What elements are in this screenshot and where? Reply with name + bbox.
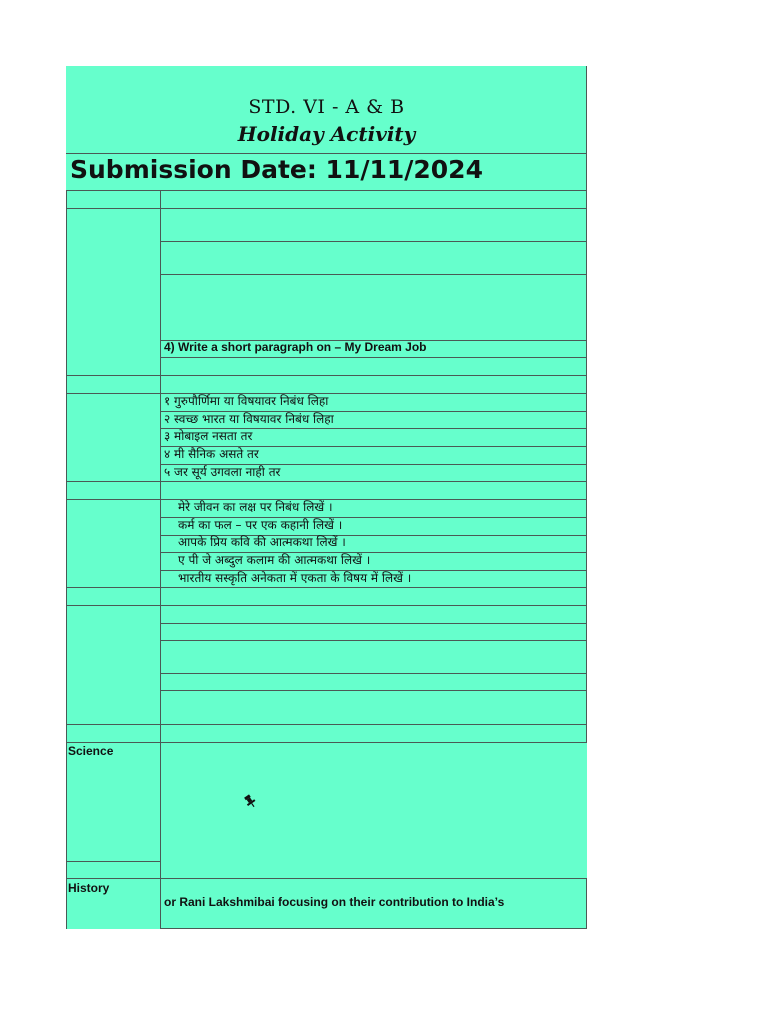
grid-line (160, 357, 587, 358)
grid-line (160, 690, 587, 691)
grid-line (66, 208, 587, 209)
pushpin-icon (242, 793, 258, 814)
hindi-item: भारतीय सस्कृति अनेकता में एकता के विषय में लिखें । (178, 571, 412, 585)
grid-line (160, 673, 587, 674)
science-label: Science (68, 744, 114, 758)
hindi-item: ए पी जे अब्दुल कलाम की आत्मकथा लिखें । (178, 553, 371, 567)
grid-line (160, 190, 161, 929)
grid-line (66, 724, 587, 725)
grid-line (66, 605, 587, 606)
marathi-item: १ गुरुपौर्णिमा या विषयावर निबंध लिहा (164, 394, 329, 408)
marathi-item: ४ मी सैनिक असते तर (164, 447, 259, 461)
grid-line (66, 861, 160, 862)
hindi-item: कर्म का फल – पर एक कहानी लिखें । (178, 518, 343, 532)
marathi-item: ३ मोबाइल नसता तर (164, 429, 253, 443)
grid-line (160, 640, 587, 641)
grid-line (66, 190, 587, 191)
submission-date: Submission Date: 11/11/2024 (70, 155, 483, 184)
hindi-item: मेरे जीवन का लक्ष पर निबंध लिखें । (178, 500, 333, 514)
grid-line (66, 481, 587, 482)
grid-line (66, 190, 67, 929)
grid-line (160, 623, 587, 624)
grid-line (66, 878, 587, 879)
grid-line (66, 742, 587, 743)
english-item-4: 4) Write a short paragraph on – My Dream Job (164, 340, 427, 354)
hindi-item: आपके प्रिय कवि की आत्मकथा लिखें । (178, 535, 346, 549)
marathi-item: २ स्वच्छ भारत या विषयावर निबंध लिहा (164, 412, 334, 426)
class-heading: STD. VI - A & B (248, 96, 405, 118)
holiday-activity-title: Holiday Activity (237, 122, 416, 146)
grid-line (586, 878, 587, 929)
grid-line (66, 375, 587, 376)
marathi-item: ५ जर सूर्य उगवला नाही तर (164, 465, 281, 479)
activity-sheet (66, 66, 587, 929)
history-text: or Rani Lakshmibai focusing on their contribution to India’s (164, 895, 505, 909)
grid-line (160, 928, 587, 929)
grid-line (66, 587, 587, 588)
grid-line (586, 66, 587, 743)
grid-line (160, 274, 587, 275)
grid-line (160, 241, 587, 242)
grid-line (66, 153, 587, 154)
history-label: History (68, 881, 110, 895)
